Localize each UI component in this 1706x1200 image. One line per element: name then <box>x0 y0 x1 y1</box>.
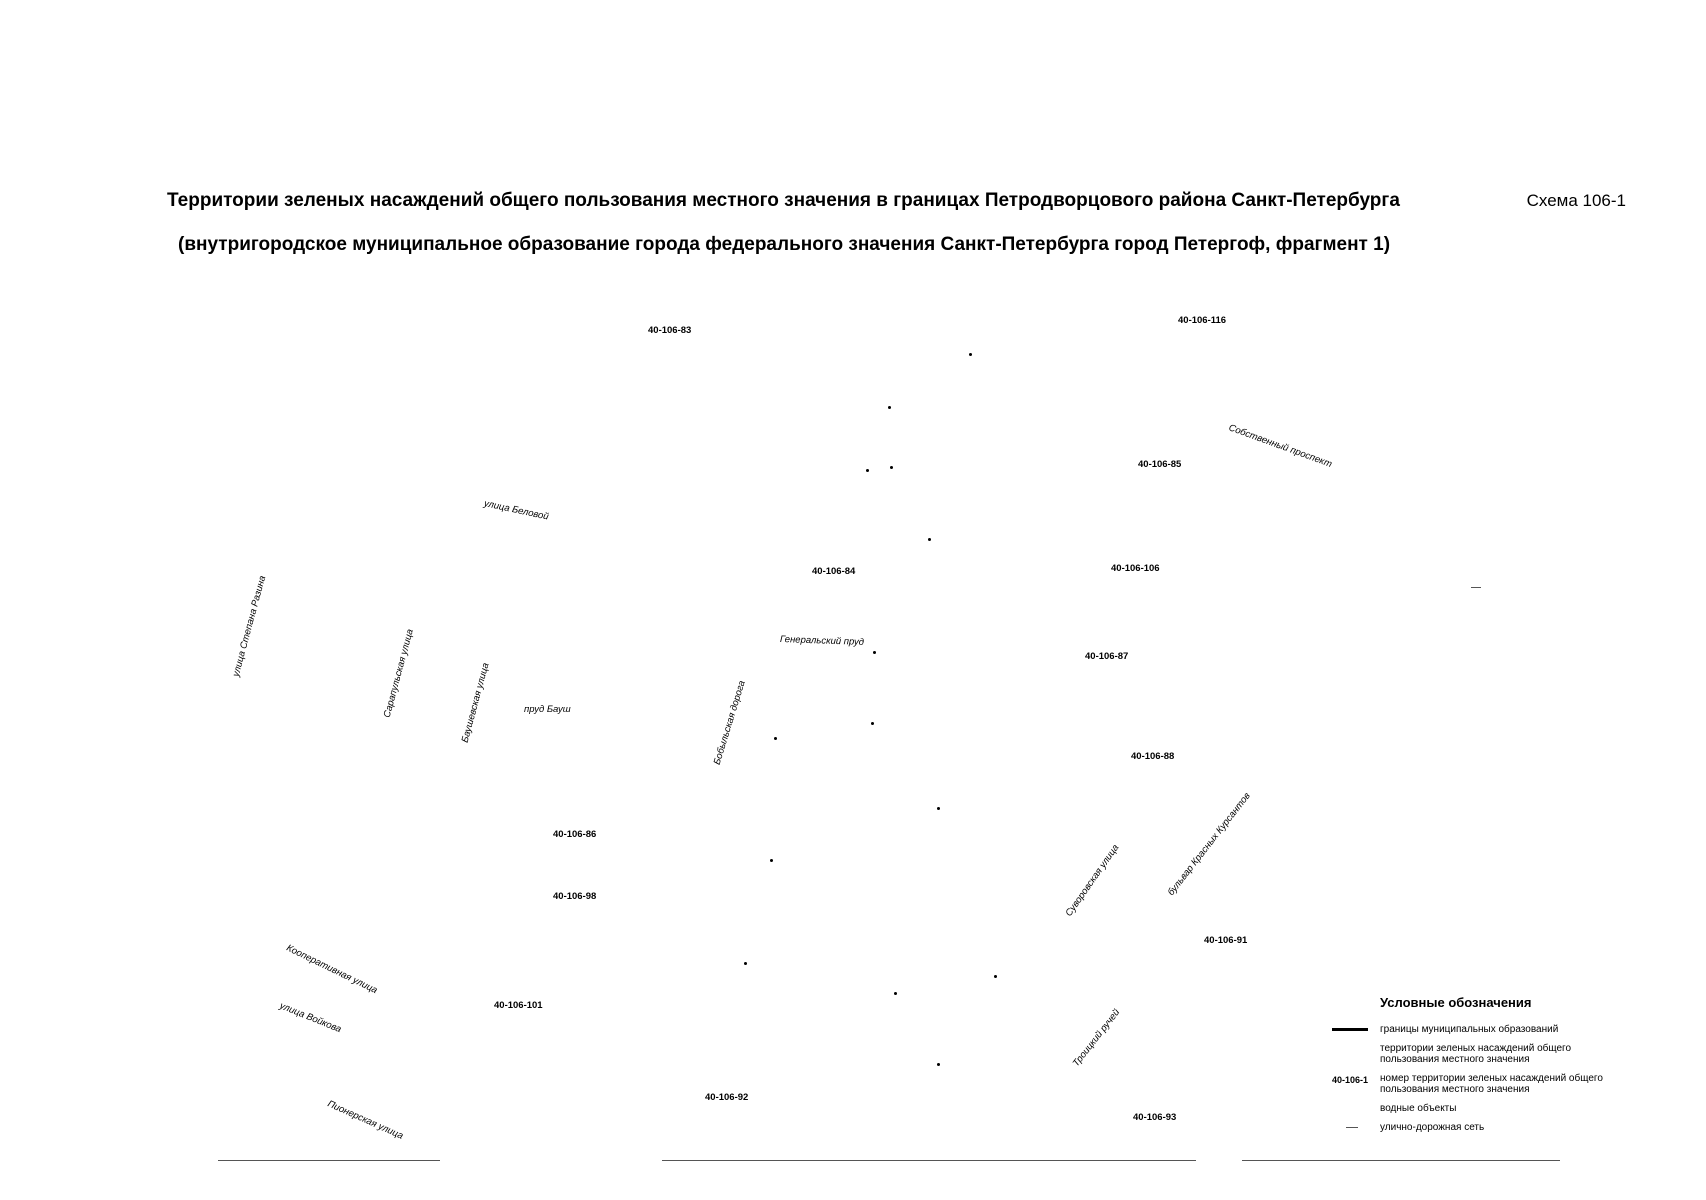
legend-item-label: улично-дорожная сеть <box>1380 1122 1485 1133</box>
street-label: бульвар Красных Курсантов <box>1165 790 1253 898</box>
street-label: Собственный проспект <box>1227 422 1334 470</box>
legend-item <box>1332 1043 1662 1065</box>
street-label: Сарапульская улица <box>381 627 416 719</box>
street-label: Кооперативная улица <box>284 942 380 997</box>
map-mark <box>774 737 777 740</box>
legend-item-label: границы муниципальных образований <box>1380 1024 1559 1035</box>
legend-item <box>1332 1122 1662 1133</box>
map-frame-line <box>662 1160 1196 1161</box>
territory-label: 40-106-84 <box>812 566 856 577</box>
legend-symbol-thick-line <box>1332 1028 1368 1031</box>
map-mark <box>888 406 891 409</box>
map-mark <box>1471 587 1481 588</box>
map-mark <box>894 992 897 995</box>
street-label: Суворовская улица <box>1063 842 1122 919</box>
legend-item <box>1332 1103 1662 1114</box>
map-title-line2: (внутригородское муниципальное образование города федерального значения Санкт-Петербурга город Петергоф, фрагмент 1) <box>178 234 1391 255</box>
map-mark <box>866 469 869 472</box>
territory-label: 40-106-86 <box>553 829 597 840</box>
territory-label: 40-106-93 <box>1133 1112 1177 1123</box>
map-legend <box>1332 995 1662 1141</box>
legend-item <box>1332 1024 1662 1035</box>
water-label: Троицкий ручей <box>1070 1007 1123 1069</box>
street-label: улица Степана Разина <box>230 574 269 678</box>
street-label: Баушевская улица <box>459 661 492 744</box>
map-mark <box>890 466 893 469</box>
legend-symbol-dash-line <box>1346 1127 1358 1128</box>
territory-label: 40-106-116 <box>1178 315 1227 326</box>
territory-label: 40-106-87 <box>1085 651 1129 662</box>
street-label: улица Войкова <box>277 1000 343 1036</box>
territory-label: 40-106-88 <box>1131 751 1175 762</box>
legend-item-label: территории зеленых насаждений общего пользования местного значения <box>1380 1043 1572 1065</box>
map-mark <box>937 1063 940 1066</box>
map-mark <box>928 538 931 541</box>
territory-label: 40-106-92 <box>705 1092 749 1103</box>
territory-label: 40-106-101 <box>494 1000 543 1011</box>
map-mark <box>871 722 874 725</box>
map-mark <box>994 975 997 978</box>
legend-item-label: водные объекты <box>1380 1103 1457 1114</box>
water-label: Генеральский пруд <box>779 634 865 648</box>
territory-label: 40-106-98 <box>553 891 597 902</box>
street-label: Бобыльская дорога <box>711 679 748 767</box>
map-mark <box>937 807 940 810</box>
legend-symbol-label: 40-106-1 <box>1332 1075 1369 1085</box>
territory-label: 40-106-83 <box>648 325 692 336</box>
legend-title: Условные обозначения <box>1380 995 1532 1010</box>
water-label: пруд Бауш <box>524 704 571 715</box>
map-mark <box>770 859 773 862</box>
legend-item-label: номер территории зеленых насаждений общего пользования местного значения <box>1380 1073 1603 1095</box>
map-mark <box>873 651 876 654</box>
map-title-line1: Территории зеленых насаждений общего пользования местного значения в границах Петродворцового района Санкт-Петербурга <box>167 190 1400 211</box>
territory-label: 40-106-106 <box>1111 563 1160 574</box>
territory-label: 40-106-91 <box>1204 935 1248 946</box>
street-label: улица Беловой <box>482 498 550 523</box>
territory-label: 40-106-85 <box>1138 459 1182 470</box>
scheme-label: Схема 106-1 <box>1526 191 1626 210</box>
legend-item <box>1332 1073 1662 1095</box>
map-frame-line <box>1242 1160 1560 1161</box>
street-label: Пионерская улица <box>325 1098 405 1142</box>
map-frame-line <box>218 1160 440 1161</box>
map-mark <box>744 962 747 965</box>
map-mark <box>969 353 972 356</box>
